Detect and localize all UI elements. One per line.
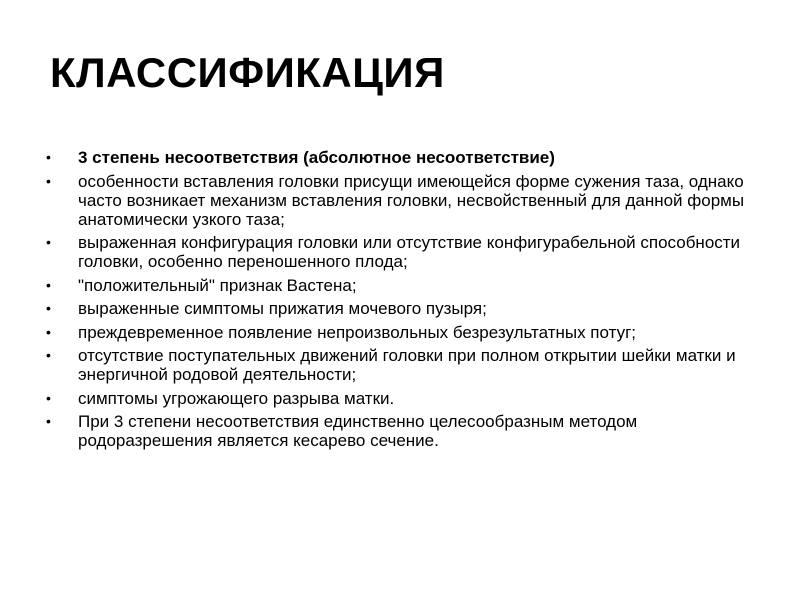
bullet-text: При 3 степени несоответствия единственно целесообразным методом родоразрешения является кесарево сечение.	[78, 412, 638, 450]
bullet-dot-icon: •	[46, 389, 51, 406]
bullet-dot-icon: •	[46, 234, 51, 250]
bullet-item	[46, 276, 766, 295]
bullet-dot-icon: •	[46, 347, 51, 363]
bullet-item	[46, 172, 766, 229]
bullet-dot-icon: •	[46, 413, 51, 429]
bullet-dot-icon: •	[46, 149, 51, 165]
bullet-text: выраженная конфигурация головки или отсутствие конфигурабельной способности головки, особенно переношенного плода;	[78, 233, 741, 271]
bullet-text: отсутствие поступательных движений головки при полном открытии шейки матки и энергичной родовой деятельности;	[78, 346, 736, 384]
bullet-text: выраженные симптомы прижатия мочевого пузыря;	[78, 299, 487, 318]
bullet-item	[46, 299, 766, 318]
bullet-dot-icon: •	[46, 300, 51, 316]
bullet-item	[46, 233, 766, 271]
bullet-item	[46, 389, 766, 408]
bullet-text: "положительный" признак Вастена;	[78, 275, 357, 295]
slide-title: КЛАССИФИКАЦИЯ	[50, 49, 445, 96]
bullet-item	[46, 412, 766, 450]
bullet-list	[46, 148, 766, 455]
bullet-dot-icon: •	[46, 323, 51, 340]
bullet-dot-icon: •	[46, 172, 51, 189]
bullet-item	[46, 323, 766, 342]
bullet-item	[46, 346, 766, 384]
bullet-item	[46, 148, 766, 167]
bullet-text: 3 степень несоответствия (абсолютное несоответствие)	[78, 148, 555, 167]
bullet-dot-icon: •	[46, 276, 51, 293]
bullet-text: симптомы угрожающего разрыва матки.	[78, 388, 395, 408]
bullet-text: преждевременное появление непроизвольных безрезультатных потуг;	[78, 322, 636, 342]
bullet-text: особенности вставления головки присущи имеющейся форме сужения таза, однако часто возникает механизм вставления головки, несвойственный для данной формы анатомически узкого таза;	[78, 171, 745, 229]
